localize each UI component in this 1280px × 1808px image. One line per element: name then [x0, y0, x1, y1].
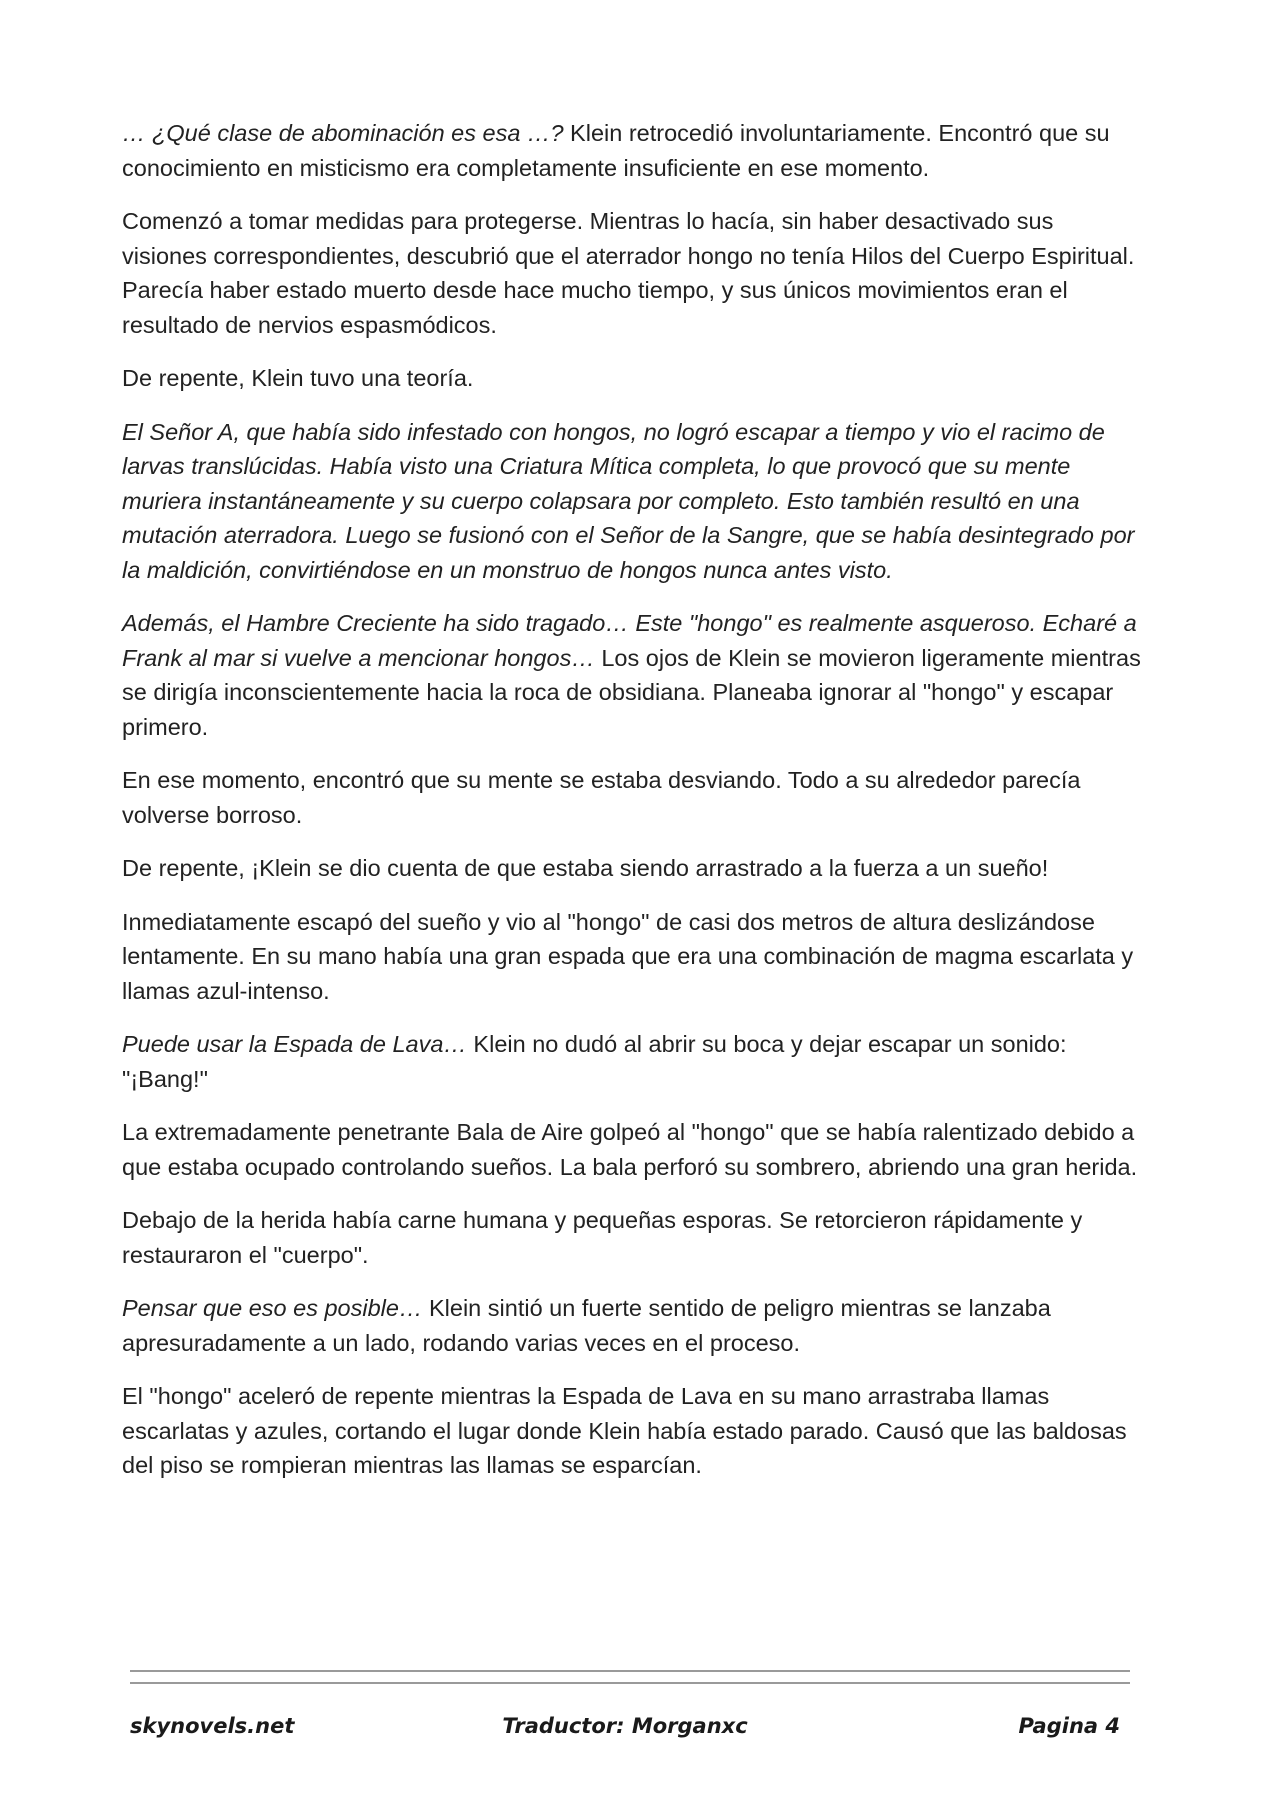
- paragraph: [122, 1291, 1142, 1360]
- paragraph: [122, 763, 1142, 832]
- paragraph: [122, 1115, 1142, 1184]
- paragraph: [122, 116, 1142, 185]
- paragraph: [122, 1379, 1142, 1483]
- paragraph: [122, 851, 1142, 886]
- text-segment: Klein retrocedió involuntariamente. Encontró que su conocimiento en misticismo era completamente insuficiente en ese momento.: [122, 120, 1110, 181]
- italic-text-segment: … ¿Qué clase de abominación es esa …?: [122, 120, 564, 146]
- footer-site: skynovels.net: [130, 1714, 295, 1738]
- paragraph: [122, 606, 1142, 744]
- text-segment: Inmediatamente escapó del sueño y vio al "hongo" de casi dos metros de altura deslizándose lentamente. En su mano había una gran espada que era una combinación de magma escarlata y llamas azul-intenso.: [122, 908, 1134, 1004]
- paragraph: [122, 361, 1142, 396]
- italic-text-segment: Puede usar la Espada de Lava…: [122, 1031, 467, 1057]
- text-segment: Debajo de la herida había carne humana y pequeñas esporas. Se retorcieron rápidamente y restauraron el "cuerpo".: [122, 1207, 1083, 1268]
- paragraph: [122, 204, 1142, 342]
- text-segment: El "hongo" aceleró de repente mientras la Espada de Lava en su mano arrastraba llamas escarlatas y azules, cortando el lugar donde Klein había estado parado. Causó que las baldosas del piso se rompieran mientras las llamas se esparcían.: [122, 1383, 1127, 1478]
- text-segment: En ese momento, encontró que su mente se estaba desviando. Todo a su alrededor parecía volverse borroso.: [122, 767, 1081, 828]
- text-segment: De repente, Klein tuvo una teoría.: [122, 365, 474, 391]
- footer-rule-bottom: [130, 1682, 1130, 1684]
- paragraph: [122, 1027, 1142, 1096]
- paragraph: [122, 415, 1142, 588]
- footer-page-number: Pagina 4: [1018, 1714, 1120, 1738]
- italic-text-segment: Además, el Hambre Creciente ha sido tragado… Este "hongo" es realmente asqueroso. Echaré a Frank al mar si vuelve a mencionar hongos…: [122, 610, 1137, 671]
- text-segment: Klein sintió un fuerte sentido de peligro mientras se lanzaba apresuradamente a un lado, rodando varias veces en el proceso.: [122, 1295, 1051, 1356]
- text-segment: La extremadamente penetrante Bala de Aire golpeó al "hongo" que se había ralentizado debido a que estaba ocupado controlando sueños. La bala perforó su sombrero, abriendo una gran herida.: [122, 1119, 1138, 1180]
- text-segment: Klein no dudó al abrir su boca y dejar escapar un sonido: "¡Bang!": [122, 1031, 1067, 1092]
- footer-rule-top: [130, 1670, 1130, 1672]
- document-body: [122, 116, 1142, 1502]
- italic-text-segment: El Señor A, que había sido infestado con hongos, no logró escapar a tiempo y vio el racimo de larvas translúcidas. Había visto una Criatura Mítica completa, lo que provocó que su mente muriera instantáneamente y su cuerpo colapsara por completo. Esto también resultó en una mutación aterradora. Luego se fusionó con el Señor de la Sangre, que se había desintegrado por la maldición, convirtiéndose en un monstruo de hongos nunca antes visto.: [122, 418, 1135, 583]
- italic-text-segment: Pensar que eso es posible…: [122, 1295, 423, 1321]
- footer-translator: Traductor: Morganxc: [502, 1714, 748, 1738]
- text-segment: Los ojos de Klein se movieron ligeramente mientras se dirigía inconscientemente hacia la roca de obsidiana. Planeaba ignorar al "hongo" y escapar primero.: [122, 644, 1141, 740]
- text-segment: De repente, ¡Klein se dio cuenta de que estaba siendo arrastrado a la fuerza a un sueño!: [122, 855, 1049, 881]
- text-segment: Comenzó a tomar medidas para protegerse. Mientras lo hacía, sin haber desactivado sus visiones correspondientes, descubrió que el aterrador hongo no tenía Hilos del Cuerpo Espiritual. Parecía haber estado muerto desde hace mucho tiempo, y sus únicos movimientos eran el resultado de nervios espasmódicos.: [122, 208, 1135, 338]
- page-footer: [130, 1714, 1120, 1748]
- paragraph: [122, 1203, 1142, 1272]
- paragraph: [122, 905, 1142, 1009]
- footer-divider: [130, 1670, 1130, 1694]
